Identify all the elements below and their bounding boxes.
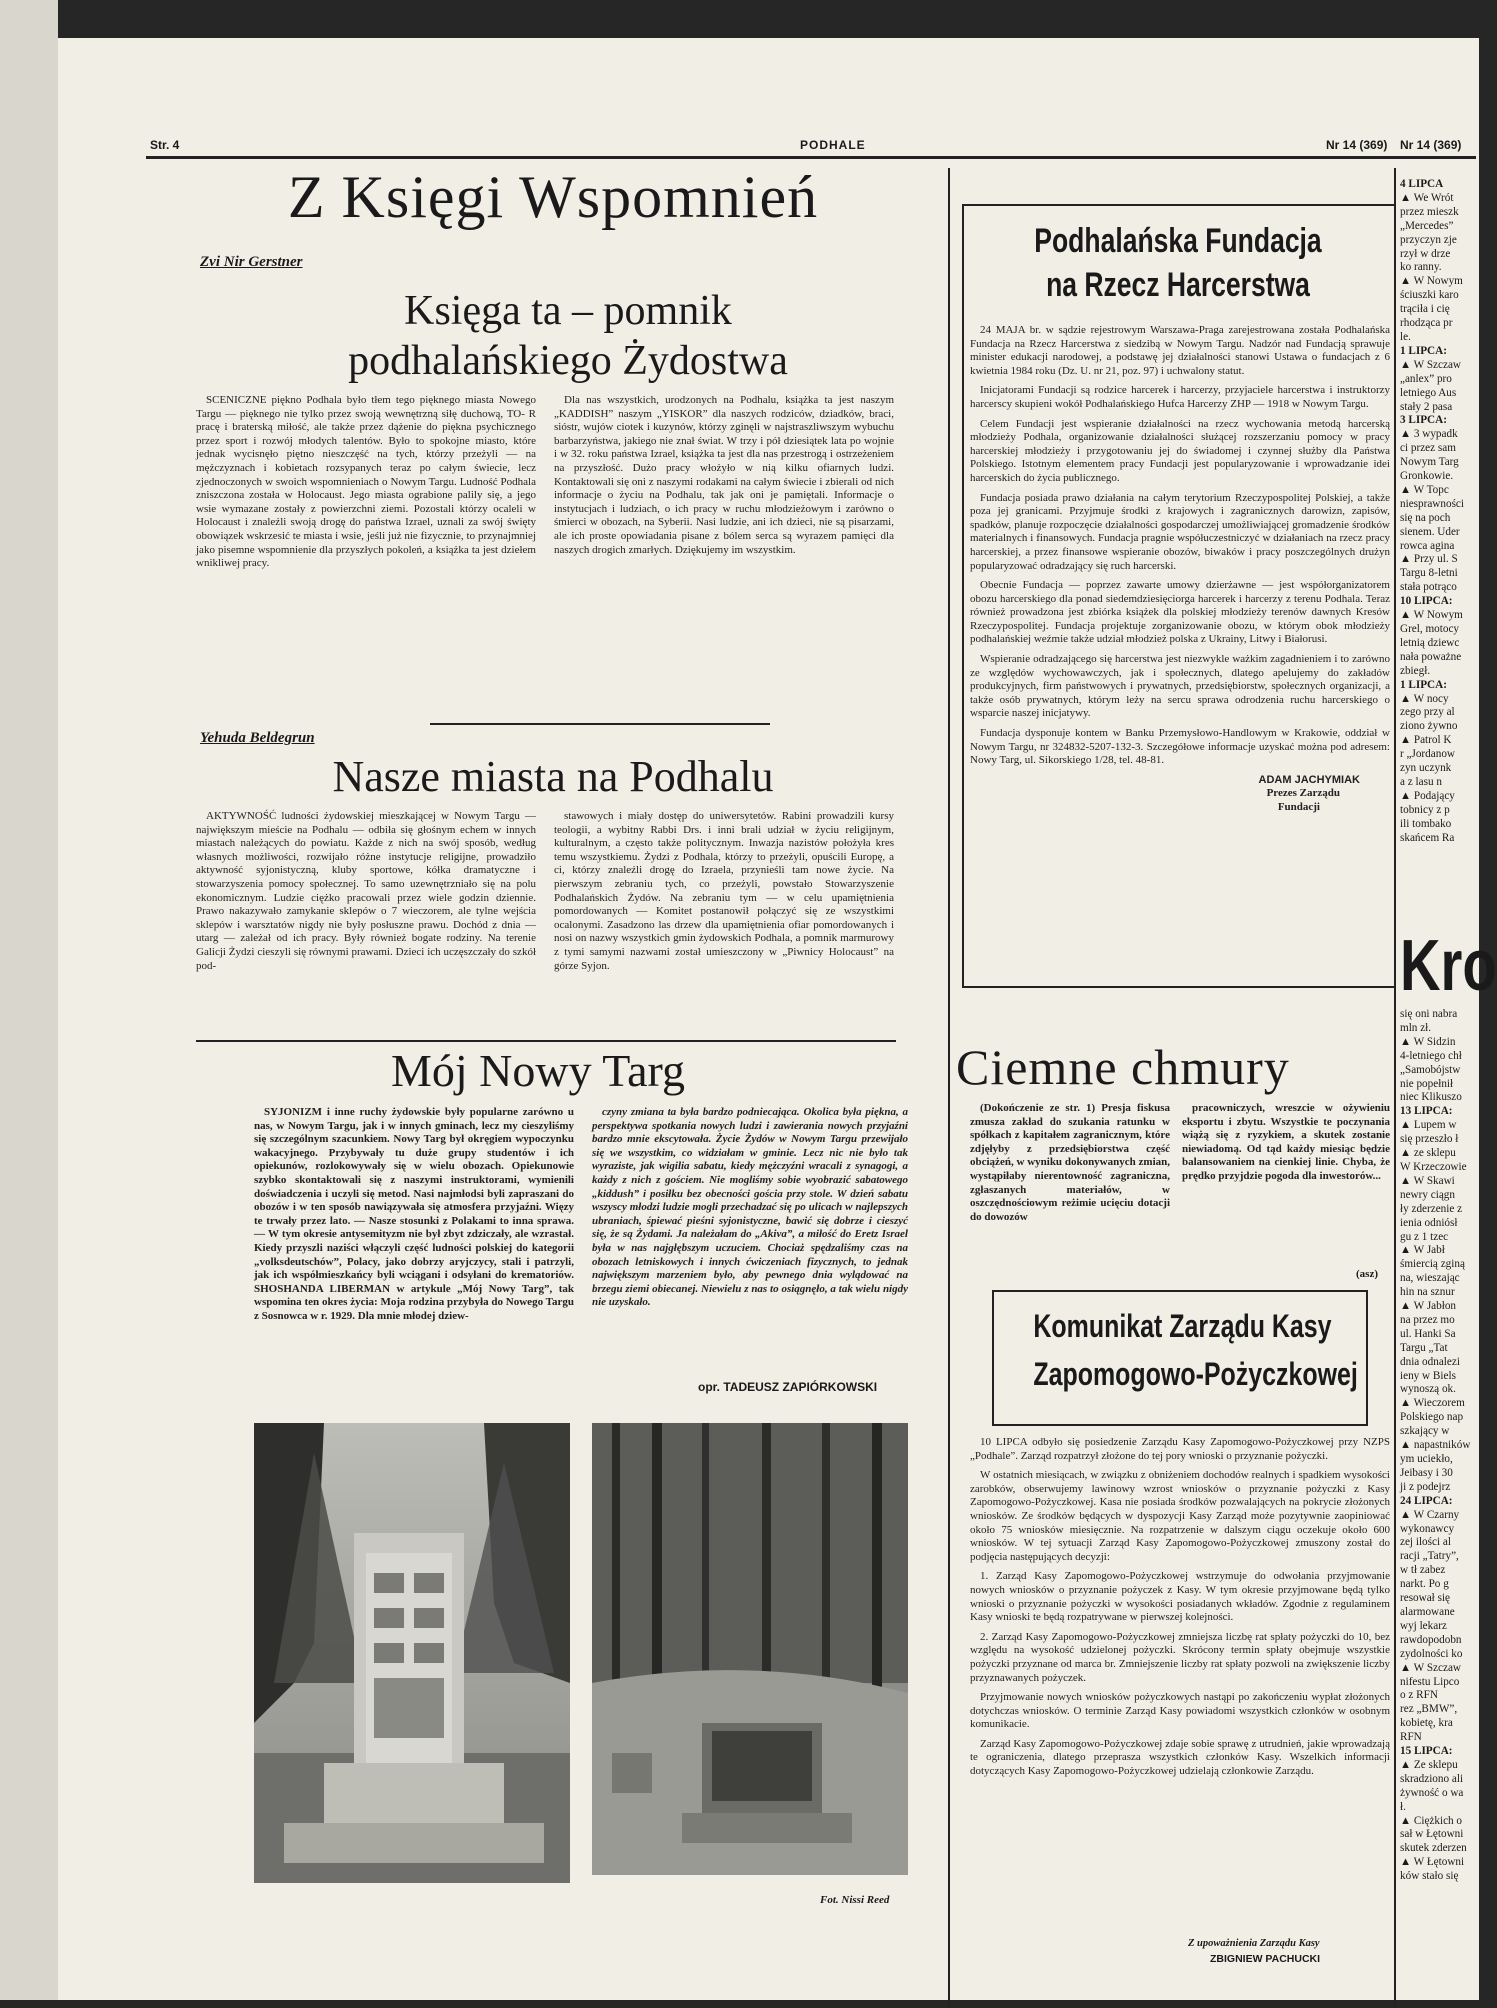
- adjacent-page-line: na przez mo: [1400, 1313, 1455, 1326]
- article-column: [254, 1106, 574, 1398]
- adjacent-page-line: tobnicy z p: [1400, 803, 1450, 816]
- newspaper-page: [58, 38, 1497, 2000]
- adjacent-page-line: zbiegł.: [1400, 664, 1431, 677]
- article-end-rule: [430, 723, 770, 725]
- adjacent-page-line: narkt. Po g: [1400, 1578, 1449, 1591]
- announcement-body: [970, 1436, 1390, 1936]
- signature-role: Fundacji: [1277, 801, 1320, 813]
- adjacent-page-line: zej ilości al: [1400, 1536, 1451, 1549]
- article-body: [970, 324, 1390, 980]
- adjacent-page-line: Polskiego nap: [1400, 1411, 1464, 1424]
- adjacent-page-line: ▲ Patrol K: [1400, 734, 1452, 747]
- paragraph: W ostatnich miesiącach, w związku z obniżeniem dochodów realnych i spadkiem wysokości zarobków, obserwujemy lawinowy wzrost wniosków o przyznanie pożyczki z Kasy Zapomogowo-Pożyczkowej. Kasa nie posiada środków pozwalających na pokrycie złożonych wniosków. Ze środków będących w dyspozycji Kasy Zarząd może pozytywnie zaopiniować około 75 wniosków miesięcznie. Na rozpatrzenie w dalszym ciągu oczekuje około 600 wniosków. W tej sytuacji Zarząd Kasy Zapomogowo-Pożyczkowej zmuszony został do podjęcia następujących decyzji:: [970, 1469, 1390, 1563]
- adjacent-page-line: śmiercią zginą: [1400, 1258, 1465, 1271]
- section-title: Z Księgi Wspomnień: [287, 164, 819, 230]
- article-text: AKTYWNOŚĆ ludności żydowskiej mieszkającej w Nowym Targu — największym mieście na Podhalu — odbiła się głośnym echem w innych miastach należących do powiatu. Każde z nich na swój sposób, według własnych możliwości, rozwijało różne instytucje religijne, prowadziło aktywność syjonistyczną, kluby sportowe, kółka dramatyczne i stowarzyszenia pomocy społecznej. To samo uzewnętrzniało się na polu ekonomicznym. Ludzie ciężko pracowali przez wiele godzin dziennie. Prawo nakazywało zamykanie sklepów o 7 wieczorem, ale tylne wejścia sklepów i warsztatów nigdy nie były posłuszne prawu. Dochód z dnia — utarg — zależał od ich pracy. Były również bogate rodziny. Na terenie Galicji Żydzi cieszyli się równymi prawami. Dzieci ich uczęszczały do szkół pod-: [196, 810, 536, 972]
- announcement-title-line1: Komunikat Zarządu Kasy: [1033, 1308, 1332, 1344]
- adjacent-page-line: ły zderzenie z: [1400, 1202, 1463, 1215]
- adjacent-page-column: [1400, 1008, 1479, 1998]
- adjacent-page-line: o z RFN: [1400, 1689, 1438, 1702]
- adjacent-page-line: Targu „Tat: [1400, 1341, 1448, 1354]
- article-title-line2: na Rzecz Harcerstwa: [1046, 266, 1310, 304]
- adjacent-page-line: sienem. Uder: [1400, 525, 1460, 538]
- adjacent-page-line: niesprawności: [1400, 497, 1465, 510]
- cemetery-photo: [592, 1423, 908, 1875]
- adjacent-page-line: ▲ W Szczaw: [1400, 358, 1461, 371]
- paragraph: 2. Zarząd Kasy Zapomogowo-Pożyczkowej zmniejsza liczbę rat spłaty pożyczki do 10, bez względu na wysokość udzielonej pożyczki. Skrócony termin spłaty obejmuje wszystkie pożyczki przyznane od marca br. Zmniejszenie liczby rat spłaty pozwoli na zwiększenie liczby przyznawanych pożyczek.: [970, 1630, 1390, 1684]
- adjacent-page-line: ł.: [1400, 1800, 1406, 1813]
- adjacent-page-line: letniego Aus: [1400, 386, 1457, 399]
- adjacent-page-line: mln zł.: [1400, 1021, 1432, 1034]
- paragraph: 10 LIPCA odbyło się posiedzenie Zarządu Kasy Zapomogowo-Pożyczkowej przy NZPS „Podhale”. Zarząd rozpatrzył złożone do tej pory wnioski o przyznanie pożyczki.: [970, 1436, 1390, 1462]
- article-title: Ciemne chmury: [956, 1039, 1290, 1095]
- adjacent-page-line: newry ciągn: [1400, 1188, 1455, 1201]
- adjacent-page-line: resował się: [1400, 1592, 1451, 1605]
- adjacent-page-line: nie popełnił: [1400, 1077, 1454, 1090]
- adjacent-page-line: ▲ ze sklepu: [1400, 1147, 1456, 1160]
- adjacent-page-line: ili tombako: [1400, 817, 1452, 830]
- adjacent-headline: Kro: [1400, 926, 1497, 1006]
- adjacent-page-line: le.: [1400, 330, 1411, 343]
- article-text: Dla nas wszystkich, urodzonych na Podhalu, książka ta jest naszym „KADDISH” naszym „YISKOR” dla naszych rodziców, dziadków, braci, sióstr, wujów ciotek i kuzynów, którzy zginęli w najstraszliwszym wybuchu barbarzyństwa, jakiego nie znał świat. W trzy i pół dziesiątek lata po wojnie i w 32. roku państwa Izrael, książka ta jest dla nas przestrogą i ostrzeżeniem na przyszłość. Dużo pracy włożyło w nią kilku ofiarnych ludzi. Kontaktowali się oni z naszymi rodakami na całym świecie i zbierali od nich informacje o życiu na Podhalu, tak jak oni je pamiętali. Informacje o instytucjach i ludziach, o ich pracy w ruchu młodzieżowym i zarówno o śmierci w obozach, na Syberii. Nasi ludzie, ani ich dzieci, nie są pisarzami, ale ich proste opowiadania pisane z bólem serca są wyrazem pamięci dla naszych drogich zmarłych. Dziękujemy im wszystkim.: [554, 394, 894, 556]
- article-title: Nasze miasta na Podhalu: [332, 752, 774, 801]
- adjacent-page-line: nała poważne: [1400, 650, 1462, 663]
- adjacent-page-line: rhodząca pr: [1400, 317, 1453, 330]
- adjacent-page-line: Jeibasy i 30: [1400, 1466, 1453, 1479]
- paragraph: Fundacja dysponuje kontem w Banku Przemysłowo-Handlowym w Krakowie, oddział w Nowym Targu, nr 324832-5207-132-3. Szczegółowe informacje uzyskać można pod adresem: Nowy Targ, ul. Sikorskiego 1/28, tel. 48-81.: [970, 727, 1390, 767]
- adjacent-page-line: ▲ W Szczaw: [1400, 1661, 1461, 1674]
- adjacent-page-line: sał w Łętowni: [1400, 1828, 1464, 1841]
- adjacent-page-line: przez mieszk: [1400, 205, 1459, 218]
- adjacent-page-line: Targu 8-letni: [1400, 567, 1458, 580]
- article-title-line2: podhalańskiego Żydostwa: [348, 338, 788, 384]
- adjacent-page-line: ▲ Ze sklepu: [1400, 1758, 1458, 1771]
- article-text: czyny zmiana ta była bardzo podniecająca. Okolica była piękna, a perspektywa spotkania nowych ludzi i zawierania nowych przyjaźni bardzo mnie ekscytowała. Życie Żydów w Nowym Targu przewijało się we wszystkim, co widziałam w gminie. Lecz nic nie było tak wyraziste, jak wigilia sabatu, kiedy mężczyźni wracali z synagogi, a każdy z nich z gościem. Nie mogliśmy sobie wyobrazić sabatowego „kiddush” i posiłku bez obecności gościa przy stole. W dzień sabatu wszyscy młodzi ludzie mogli przechadzać się po ulicach w najlepszych ubraniach, śpiewać pieśni syjonistyczne, bawić się dobrze i cieszyć się, że są Żydami. Ja należałam do „Akiva”, a miłość do Eretz Israel była w nas najgłębszym uczuciem. Chociaż spędzaliśmy czas na obozach letniskowych i innych ćwiczeniach fizycznych, to jednak największym marzeniem było, aby pewnego dnia wylądować na brzegu ziemi obiecanej. Niewielu z nas to osiągnęło, a tak wielu nigdy nie uzyskało.: [592, 1106, 908, 1309]
- paragraph: Fundacja posiada prawo działania na całym terytorium Rzeczypospolitej Polskiej, a także poza jej granicami. Przyjmuje środki z krajowych i zagranicznych darowizn, zapisów, spadków, planuje rozpoczęcie działalności gospodarczej umożliwiającej gromadzenie środków materialnych i finansowych. Fundacja pragnie współuczestniczyć w działaniach na rzecz pracy harcerskiej, a przez finansowe wspieranie obozów, biwaków i pracy poszczególnych drużyn popularyzować odradzający się ruch harcerski.: [970, 491, 1390, 572]
- article-column: [592, 1106, 908, 1370]
- adjacent-page-line: na, wieszając: [1400, 1272, 1460, 1285]
- article-text: (Dokończenie ze str. 1) Presja fiskusa zmusza zakład do szukania ratunku w spółkach z kapitałem zagranicznym, które zdjęłyby z przedsiębiorstwa część obciążeń, w wyniku dokonywanych zmian, wystąpiłaby nierentowność zagraniczna, zgłaszanych materiałów, w oszczędnościowym reżimie ucięciu dotacji do dowozów: [970, 1102, 1170, 1223]
- box-rule-top: [962, 204, 1396, 206]
- adjacent-page-line: Gronkowie.: [1400, 470, 1454, 483]
- adjacent-page-line: skradziono ali: [1400, 1772, 1464, 1785]
- adjacent-page-line: 15 LIPCA:: [1400, 1745, 1453, 1758]
- page-fold-rule: [1394, 168, 1396, 2008]
- adjacent-page-line: ▲ Przy ul. S: [1400, 553, 1458, 566]
- adjacent-page-line: W Krzeczowie: [1400, 1160, 1467, 1173]
- adjacent-page-line: ienia odniósł: [1400, 1216, 1458, 1229]
- paper-name: PODHALE: [800, 138, 866, 152]
- adjacent-page-line: RFN: [1400, 1731, 1422, 1744]
- signature-name: ZBIGNIEW PACHUCKI: [1210, 1953, 1321, 1965]
- article-column: [196, 394, 536, 702]
- adjacent-page-line: 4-letniego chł: [1400, 1049, 1462, 1062]
- paragraph: Obecnie Fundacja — poprzez zawarte umowy dzierżawne — jest współorganizatorem obozu harcerskiego dla ponad siedemdziesięciorga harcerek i harcerzy z terenu Podhala. Teraz również prowadzona jest zbiórka książek dla polskiej młodzieży terenów dawnych Kresów Rzeczypospolitej. Fundacja projektuje zorganizowanie obozu, w którym obok młodzieży podhalańskiej weźmie także udział młodzież polska z Ukrainy, Litwy i Białorusi.: [970, 579, 1390, 646]
- adjacent-page-line: ci przez sam: [1400, 442, 1456, 455]
- adjacent-page-line: wyj lekarz: [1400, 1619, 1447, 1632]
- article-text: SYJONIZM i inne ruchy żydowskie były popularne zarówno u nas, w Nowym Targu, jak i w innych gminach, lecz my cieszyliśmy się szczególnym szacunkiem. Nowy Targ był okręgiem wypoczynku wakacyjnego. Przybywały tu duże grupy studentów i ich opiekunów, rozlokowywały się w wielu obozach. Opiekunowie szybko skontaktowali się z naszymi instruktorami, wymienili doświadczenia i uczyli się metod. Nasi najmłodsi byli zapraszani do obozów i w ten sposób nawiązywała się atmosfera przyjaźni. Więzy te trwały przez lato. — Nasze stosunki z Polakami to inna sprawa. — W tym okresie antysemityzm nie był zbyt zdziczały, ale wzrastał. Kiedy przyszli naziści włączyli część ludności polskiej do kategorii „volksdeutschów”, Polacy, jako dobrzy aryjczycy, stali i patrzyli, jak ich współmieszkańcy byli wciągani i odsyłani do krematoriów. SHOSHANDA LIBERMAN w artykule „Mój Nowy Targ”, tak wspomina ten okres życia: Moja rodzina przybyła do Nowego Targu z Sosnowca w r. 1929. Dla mnie młodej dziew-: [254, 1106, 574, 1322]
- adjacent-page-line: ▲ W Łętowni: [1400, 1856, 1465, 1869]
- adjacent-page-line: ym uciekło,: [1400, 1453, 1453, 1465]
- adjacent-page-line: przyczyn zje: [1400, 233, 1457, 246]
- signature-role: Prezes Zarządu: [1266, 787, 1340, 800]
- adjacent-page-line: kobietę, kra: [1400, 1717, 1453, 1730]
- signature-name: ADAM JACHYMIAK: [1258, 773, 1360, 786]
- adjacent-page-line: ▲ W Topc: [1400, 483, 1449, 496]
- adjacent-page-line: ▲ W Nowym: [1400, 275, 1463, 288]
- adjacent-page-line: 1 LIPCA:: [1400, 678, 1447, 691]
- article-title: Mój Nowy Targ: [390, 1045, 686, 1096]
- article-title-line1: Podhalańska Fundacja: [1034, 222, 1322, 260]
- adjacent-page-line: ▲ Lupem w: [1400, 1119, 1457, 1132]
- article-column: [554, 394, 894, 702]
- adjacent-page-line: 24 LIPCA:: [1400, 1494, 1453, 1507]
- adjacent-page-line: ▲ W Czarny: [1400, 1508, 1460, 1521]
- adjacent-page-line: ▲ W Jabł: [1400, 1244, 1445, 1257]
- article-column: [554, 810, 894, 1038]
- box-rule-left: [962, 206, 964, 986]
- adjacent-page-column: [1400, 178, 1479, 938]
- adjacent-page-line: a z lasu n: [1400, 775, 1442, 788]
- adjacent-page-line: nifestu Lipco: [1400, 1675, 1460, 1688]
- adjacent-page-line: racji „Tatry”,: [1400, 1550, 1459, 1563]
- adjacent-page-line: rawdopodobn: [1400, 1633, 1462, 1646]
- adjacent-page-line: ściuszki karo: [1400, 289, 1459, 302]
- adjacent-page-line: r „Jordanow: [1400, 748, 1455, 761]
- adjacent-page-line: ul. Hanki Sa: [1400, 1327, 1456, 1340]
- adjacent-page-line: ▲ W Nowym: [1400, 609, 1463, 622]
- article-column: [196, 810, 536, 1038]
- adjacent-page-line: wykonawcy: [1400, 1522, 1455, 1535]
- author-byline: Zvi Nir Gerstner: [200, 254, 303, 270]
- signature-line: Z upoważnienia Zarządu Kasy: [1188, 1938, 1320, 1949]
- adjacent-page-line: ziono żywno: [1400, 720, 1458, 733]
- article-text: pracowniczych, wreszcie w ożywieniu eksportu i zbytu. Wszystkie te poczynania wiążą się z ryzykiem, a skutek zostanie niewiadomą. Od tąd każdy miesiąc będzie balansowaniem na cienkiej linie. Chyba, że prędko przyjdzie pogoda dla inwestorów...: [1182, 1102, 1390, 1182]
- adjacent-page-line: skutek zderzen: [1400, 1842, 1467, 1855]
- adjacent-page-line: ków stało się: [1400, 1870, 1459, 1883]
- paragraph: Przyjmowanie nowych wniosków pożyczkowych nastąpi po zakończeniu wypłat złożonych dotychczas wniosków. O terminie Zarząd Kasy powiadomi wszystkich członków w osobnym komunikacie.: [970, 1691, 1390, 1731]
- adjacent-page-line: rzył w drze: [1400, 247, 1451, 260]
- adjacent-page-line: się na poch: [1400, 511, 1451, 524]
- adjacent-page-line: ▲ W Skawi: [1400, 1174, 1455, 1187]
- adjacent-page-line: 3 LIPCA:: [1400, 414, 1447, 427]
- article-text: stawowych i miały dostęp do uniwersytetów. Rabini prowadzili kursy teologii, a wybitny Rabbi Drs. i inni brali udział w życiu religijnym, kulturalnym, a często także politycznym. Inwazja nazistów położyła kres temu wszystkiemu. Żydzi z Podhala, którzy to przeżyli, opuścili Europę, a ci, którzy znaleźli drogę do Izraela, przynieśli tam nowe życie. Na pierwszym zebraniu tych, co przeżyli, powstało Stowarzyszenie Podhalańskich Żydów. Na zebraniu tym — w celu upamiętnienia pomordowanych — Komitet postanowił połączyć się ze wszystkimi ocalonymi. Zasadzono las drzew dla upamiętnienia ofiar pomordowanych i nosi on nazwy wszystkich gmin żydowskich Podhala, a pomnik marmurowy z tymi samymi nazwami został umieszczony w „Piwnicy Holocaust” na górze Syjon.: [554, 810, 894, 972]
- adjacent-page-line: szkający w: [1400, 1425, 1450, 1438]
- paragraph: Celem Fundacji jest wspieranie działalności na rzecz wychowania metodą harcerską młodzieży Podhala, organizowanie działalności służącej rozszerzaniu pomocy w pracy harcerskiej młodzieży i przygotowaniu jej do świadomej i czynnej służby dla Państwa Polskiego. Istotnym elementem pracy Fundacji jest popularyzowanie i wprowadzanie idei harcerskich do życia publicznego.: [970, 417, 1390, 484]
- paragraph: 24 MAJA br. w sądzie rejestrowym Warszawa-Praga zarejestrowana została Podhalańska Fundacja na Rzecz Harcerstwa z siedzibą w Nowym Targu. Nadzór nad Fundacją sprawuje minister edukacji narodowej, a podstawę jej działalności stanowi Ustawa o fundacjach z 6 kwietnia 1984 roku (Dz. U. nr 21, poz. 97) i uchwalony statut.: [970, 324, 1390, 377]
- adjacent-page-line: zydolności ko: [1400, 1647, 1463, 1660]
- page-number: Str. 4: [150, 138, 180, 152]
- adjacent-page-line: gu z 1 tzec: [1400, 1230, 1449, 1243]
- adjacent-page-line: Nowym Targ: [1400, 456, 1459, 469]
- article-column: [1182, 1102, 1390, 1278]
- announcement-title-line2: Zapomogowo-Pożyczkowej: [1033, 1356, 1358, 1392]
- adjacent-page-line: się przeszło ł: [1400, 1133, 1459, 1146]
- adjacent-page-line: niec Klikuszo: [1400, 1091, 1462, 1104]
- photo-caption: Fot. Nissi Reed: [820, 1894, 890, 1906]
- article-signature: opr. TADEUSZ ZAPIÓRKOWSKI: [698, 1380, 878, 1394]
- adjacent-page-line: „Mercedes”: [1400, 219, 1454, 232]
- article-signature: (asz): [1356, 1268, 1378, 1280]
- article-column: [970, 1102, 1170, 1278]
- paragraph: Zarząd Kasy Zapomogowo-Pożyczkowej zdaje sobie sprawę z utrudnień, jakie wprowadzają te ograniczenia, dlatego przeprasza wszystkich członków Kasy. Wszelkich informacji dotyczących Kasy Zapomogowo-Pożyczkowej udzielają członkowie Zarządu.: [970, 1737, 1390, 1778]
- memorial-photo: [254, 1423, 570, 1883]
- adjacent-page-line: „anlex” pro: [1400, 372, 1452, 385]
- adjacent-page-line: rez „BMW”,: [1400, 1703, 1458, 1716]
- adjacent-page-line: w tł zabez: [1400, 1564, 1446, 1577]
- adjacent-page-line: ji z podejrz: [1400, 1480, 1451, 1493]
- adjacent-page-line: 13 LIPCA:: [1400, 1105, 1453, 1118]
- article-text: SCENICZNE piękno Podhala było tłem tego pięknego miasta Nowego Targu — pięknego nie tylko przez swoją wewnętrzną siłę duchową, TO- R pracę i braterską miłość, ale także przez dążenie do piękna psychicznego przez sport i rozwój młodych talentów. Było to spokojne miasto, które jednak wycisnęło piętno nieszczęść na tych, którzy przeżyli — na mężczyznach i kobietach rozsypanych teraz po całym świecie, lecz zjednoczonych w swoich wspomnieniach o Nowym Targu. Ludność Podhala zniszczona została w Holocaust. Jego miasta ograbione palily się, a jego wsie wymazane zostały z powierzchni ziemi. Pozostali którzy ocaleli w Holocaust i znaleźli swoją drogę do państwa Izrael, uznali za swój święty obowiązek wskrzesić te miasta i wsie, jeśli już nie fizycznie, to przynajmniej jako pisemne wspomnienie dla przyszłych pokoleń, a książka ta jest dziełem wnikliwej pracy.: [196, 394, 536, 570]
- adjacent-page-line: zego przy al: [1400, 706, 1455, 719]
- adjacent-page-line: alarmowane: [1400, 1605, 1455, 1618]
- adjacent-page-line: trąciła i cię: [1400, 303, 1450, 316]
- adjacent-page-line: hin na sznur: [1400, 1286, 1455, 1299]
- paragraph: Wspieranie odradzającego się harcerstwa jest niezwykle ważkim zagadnieniem i to zarówno ze względów wychowawczych, jak i społecznych, dlatego apelujemy do zakładów produkcyjnych, firm państwowych i prywatnych, przedsiębiorstw, społecznych organizacji, a także osób prywatnych, którym leży na sercu sprawa odrodzenia ruchu harcerskiego o wsparcie naszej inicjatywy.: [970, 653, 1390, 720]
- box-rule-bottom: [962, 986, 1396, 988]
- adjacent-page-line: ▲ Podający: [1400, 789, 1455, 802]
- adjacent-page-line: ▲ W nocy: [1400, 692, 1449, 705]
- adjacent-page-line: ▲ We Wrót: [1400, 191, 1454, 204]
- paragraph: 1. Zarząd Kasy Zapomogowo-Pożyczkowej wstrzymuje do odwołania przyjmowanie nowych wniosków o przyznanie pożyczek z Kasy. W tym okresie przyjmowane będą tylko wnioski o przyznanie pożyczki w wysokości posiadanych wkładów. Zgodnie z regulaminem Kasy wnioski te będą rozpatrywane w pierwszej kolejności.: [970, 1570, 1390, 1624]
- issue-number-adjacent: Nr 14 (369): [1400, 138, 1462, 152]
- header-rule: [146, 156, 1476, 159]
- adjacent-page-line: skańcem Ra: [1400, 831, 1455, 844]
- adjacent-page-line: 4 LIPCA: [1400, 178, 1444, 190]
- issue-number: Nr 14 (369): [1326, 138, 1388, 152]
- adjacent-page-line: 1 LIPCA:: [1400, 344, 1447, 357]
- paragraph: Inicjatorami Fundacji są rodzice harcerek i harcerzy, przyjaciele harcerstwa i instruktorzy harcerscy skupieni wokół Podhalańskiego Hufca Harcerzy ZHP — 1918 w Nowym Targu.: [970, 384, 1390, 410]
- adjacent-page-line: dnia odnalezi: [1400, 1355, 1460, 1368]
- adjacent-page-line: rowca agina: [1400, 539, 1455, 552]
- adjacent-page-line: ▲ Ciężkich o: [1400, 1814, 1463, 1827]
- adjacent-page-line: 10 LIPCA:: [1400, 595, 1453, 608]
- adjacent-page-line: wynoszą ok.: [1400, 1383, 1456, 1396]
- adjacent-page-line: letnią dziewc: [1400, 636, 1460, 649]
- adjacent-page-line: ▲ 3 wypadk: [1400, 428, 1458, 441]
- column-rule: [948, 168, 950, 2008]
- adjacent-page-line: ▲ W Sidzin: [1400, 1035, 1456, 1048]
- article-title-line1: Księga ta – pomnik: [404, 288, 732, 334]
- adjacent-page-line: ▲ napastników: [1400, 1439, 1471, 1452]
- adjacent-page-line: „Samobójstw: [1400, 1063, 1461, 1076]
- author-byline: Yehuda Beldegrun: [200, 730, 315, 746]
- scan-edge-left: [0, 0, 58, 2000]
- adjacent-page-line: Grel, motocy: [1400, 623, 1460, 635]
- adjacent-page-line: zyn uczynk: [1400, 762, 1452, 775]
- adjacent-page-line: stała potrąco: [1400, 581, 1457, 594]
- adjacent-page-line: ko ranny.: [1400, 261, 1442, 274]
- adjacent-page-line: ▲ W Jabłon: [1400, 1300, 1457, 1313]
- adjacent-page-line: stały 2 pasa: [1400, 400, 1453, 413]
- adjacent-page-line: się oni nabra: [1400, 1008, 1458, 1020]
- adjacent-page-line: ▲ Wieczorem: [1400, 1397, 1465, 1410]
- adjacent-page-line: żywność o wa: [1400, 1786, 1464, 1799]
- adjacent-page-line: ieny w Biels: [1400, 1369, 1456, 1382]
